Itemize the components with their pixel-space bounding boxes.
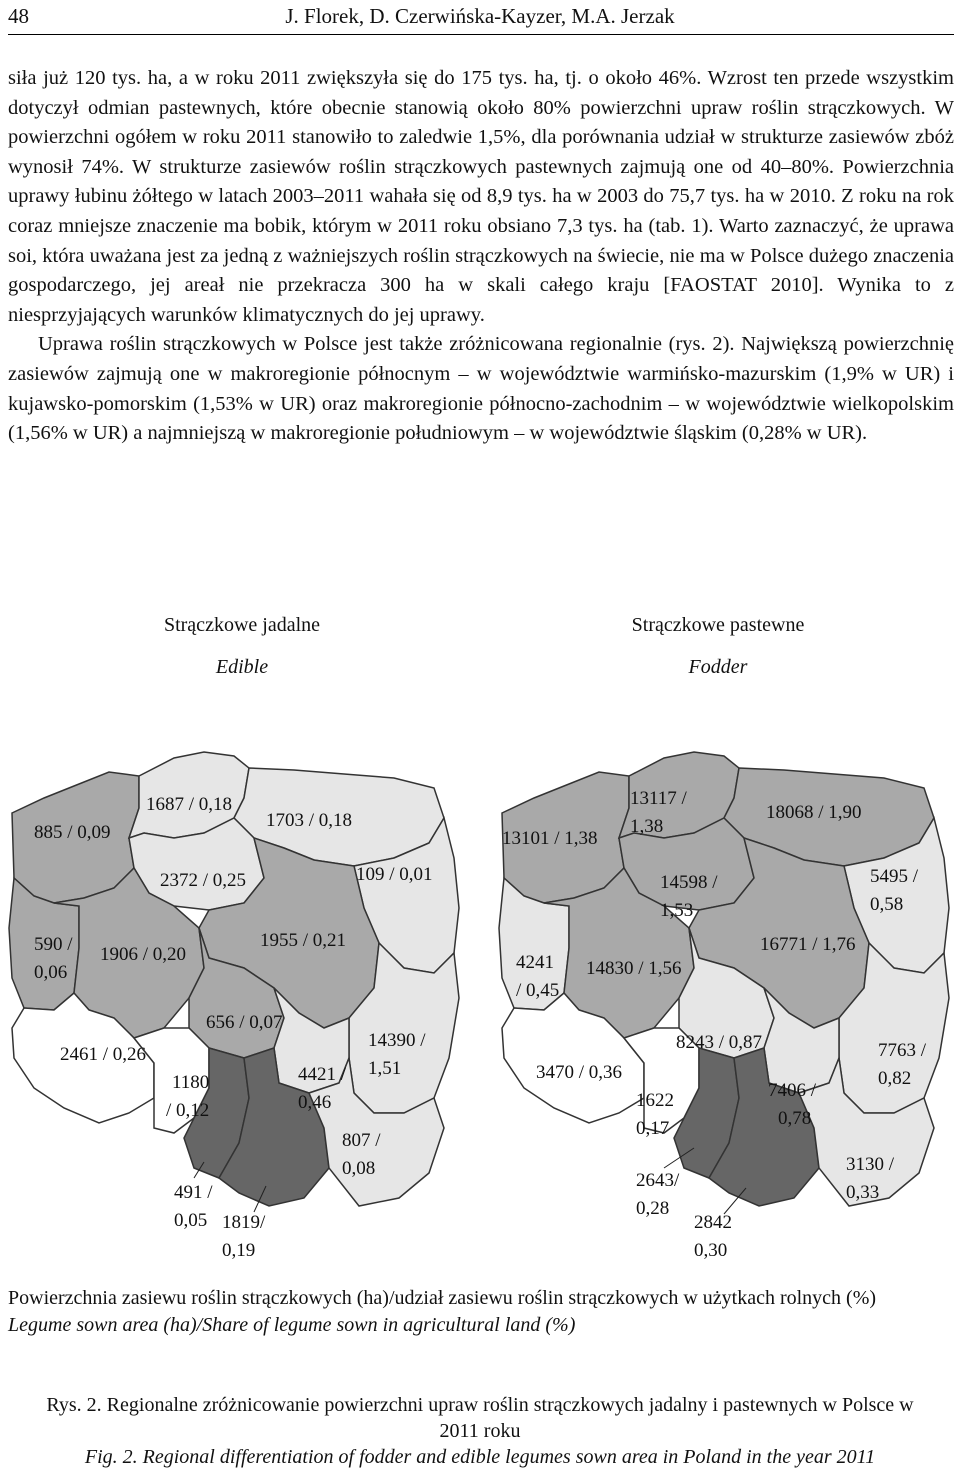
label: 14830 / 1,56 xyxy=(586,958,682,979)
label: 1,53 xyxy=(660,900,694,921)
label: 7763 / xyxy=(878,1040,927,1061)
label: 2842 xyxy=(694,1212,732,1233)
label: 18068 / 1,90 xyxy=(766,802,862,823)
edible-map xyxy=(9,752,459,1206)
label: 1,38 xyxy=(630,816,664,837)
page-number: 48 xyxy=(8,4,29,28)
label: 8243 / 0,87 xyxy=(676,1032,763,1053)
label: 807 / xyxy=(342,1130,381,1151)
label: 7406 / xyxy=(768,1080,817,1101)
header-rule xyxy=(8,34,954,35)
label: 3130 / xyxy=(846,1154,895,1175)
map-right-title-en: Fodder xyxy=(688,656,748,678)
label: 0,82 xyxy=(878,1068,912,1089)
running-head: J. Florek, D. Czerwińska-Kayzer, M.A. Jerzak xyxy=(285,4,675,28)
label: 16771 / 1,76 xyxy=(760,934,856,955)
label: 0,19 xyxy=(222,1240,256,1261)
map-legend xyxy=(8,1285,954,1339)
label: 13101 / 1,38 xyxy=(502,828,598,849)
page-header xyxy=(0,0,960,40)
label: 1819/ xyxy=(222,1212,266,1233)
label: 0,08 xyxy=(342,1158,376,1179)
label: 14598 / xyxy=(660,872,718,893)
label: 1622 xyxy=(636,1090,674,1111)
label: 0,58 xyxy=(870,894,904,915)
legend-en: Legume sown area (ha)/Share of legume sown in agricultural land (%) xyxy=(8,1314,576,1336)
label: 0,28 xyxy=(636,1198,670,1219)
label: 491 / xyxy=(174,1182,213,1203)
label: 1,51 xyxy=(368,1058,402,1079)
label: 0,78 xyxy=(778,1108,812,1129)
label: 1687 / 0,18 xyxy=(146,794,233,815)
label: 1955 / 0,21 xyxy=(260,930,347,951)
label: 1703 / 0,18 xyxy=(266,810,353,831)
label: 3470 / 0,36 xyxy=(536,1062,623,1083)
map-left-title-pl: Strączkowe jadalne xyxy=(163,614,321,636)
caption-pl: Rys. 2. Regionalne zróżnicowanie powierzchni upraw roślin strączkowych jadalny i pastewnych w Polsce w 2011 roku xyxy=(46,1394,914,1442)
legend-pl: Powierzchnia zasiewu roślin strączkowych (ha)/udział zasiewu roślin strączkowych w użytkach rolnych (%) xyxy=(8,1287,877,1309)
map-right-title-pl: Strączkowe pastewne xyxy=(631,614,805,636)
caption-en: Fig. 2. Regional differentiation of fodder and edible legumes sown area in Poland in the year 2011 xyxy=(84,1446,876,1468)
label: 13117 / xyxy=(630,788,687,809)
label: 0,05 xyxy=(174,1210,208,1231)
label: 0,17 xyxy=(636,1118,670,1139)
label: 2372 / 0,25 xyxy=(160,870,247,891)
label: 0,33 xyxy=(846,1182,880,1203)
label: 4421 / xyxy=(298,1064,347,1085)
label: 0,46 xyxy=(298,1092,332,1113)
label: 885 / 0,09 xyxy=(34,822,111,843)
body-text xyxy=(8,64,954,449)
label: 14390 / xyxy=(368,1030,426,1051)
label: 656 / 0,07 xyxy=(206,1012,283,1033)
label: 0,06 xyxy=(34,962,68,983)
legume-maps xyxy=(0,728,960,1268)
fodder-map xyxy=(499,752,949,1206)
paragraph-2: Uprawa roślin strączkowych w Polsce jest także zróżnicowana regionalnie (rys. 2). Największą powierzchnię zasiewów zajmują one w makroregionie północnym – w województwie warmińsko-mazurskim (1,9% w UR) i kujawsko-pomorskim (1,53% w UR) oraz makroregionie północno-zachodnim – w województwie wielkopolskim (1,56% w UR) a najmniejszą w makroregionie południowym – w województwie śląskim (0,28% w UR). xyxy=(8,333,954,445)
paragraph-1: siła już 120 tys. ha, a w roku 2011 zwiększyła się do 175 tys. ha, tj. o około 46%. Wzrost ten przede wszystkim dotyczył odmian pastewnych, które obecnie stanowią około 80% powierzchni upraw roślin strączkowych. W powierzchni ogółem w roku 2011 stanowiło to zaledwie 1,5%, dla porównania udział w strukturze zasiewów zbóż wynosił 74%. W strukturze zasiewów roślin strączkowych pastewnych zajmują one od 40–80%. Powierzchnia uprawy łubinu żółtego w latach 2003–2011 wahała się od 8,9 tys. ha w 2003 do 75,7 tys. ha w 2010. Z roku na rok coraz mniejsze znaczenie ma bobik, którym w 2011 roku obsiano 7,3 tys. ha (tab. 1). Warto zaznaczyć, że uprawa soi, która uważana jest za jedną z ważniejszych roślin strączkowych na świecie, nie ma w Polsce dużego znaczenia gospodarczego, jej areał nie przekracza 300 ha w skali całego kraju [FAOSTAT 2010]. Wynika to z niesprzyjających warunków klimatycznych do jej uprawy. xyxy=(8,67,954,326)
map-left-title-en: Edible xyxy=(215,656,269,678)
figure-caption xyxy=(30,1392,930,1470)
label: 1180 xyxy=(172,1072,210,1093)
label: 2461 / 0,26 xyxy=(60,1044,147,1065)
label: / 0,45 xyxy=(516,980,560,1001)
label: / 0,12 xyxy=(166,1100,210,1121)
label: 4241 xyxy=(516,952,554,973)
label: 2643/ xyxy=(636,1170,680,1191)
label: 590 / xyxy=(34,934,73,955)
label: 0,30 xyxy=(694,1240,728,1261)
label: 5495 / xyxy=(870,866,919,887)
label: 1906 / 0,20 xyxy=(100,944,187,965)
label: 109 / 0,01 xyxy=(356,864,433,885)
